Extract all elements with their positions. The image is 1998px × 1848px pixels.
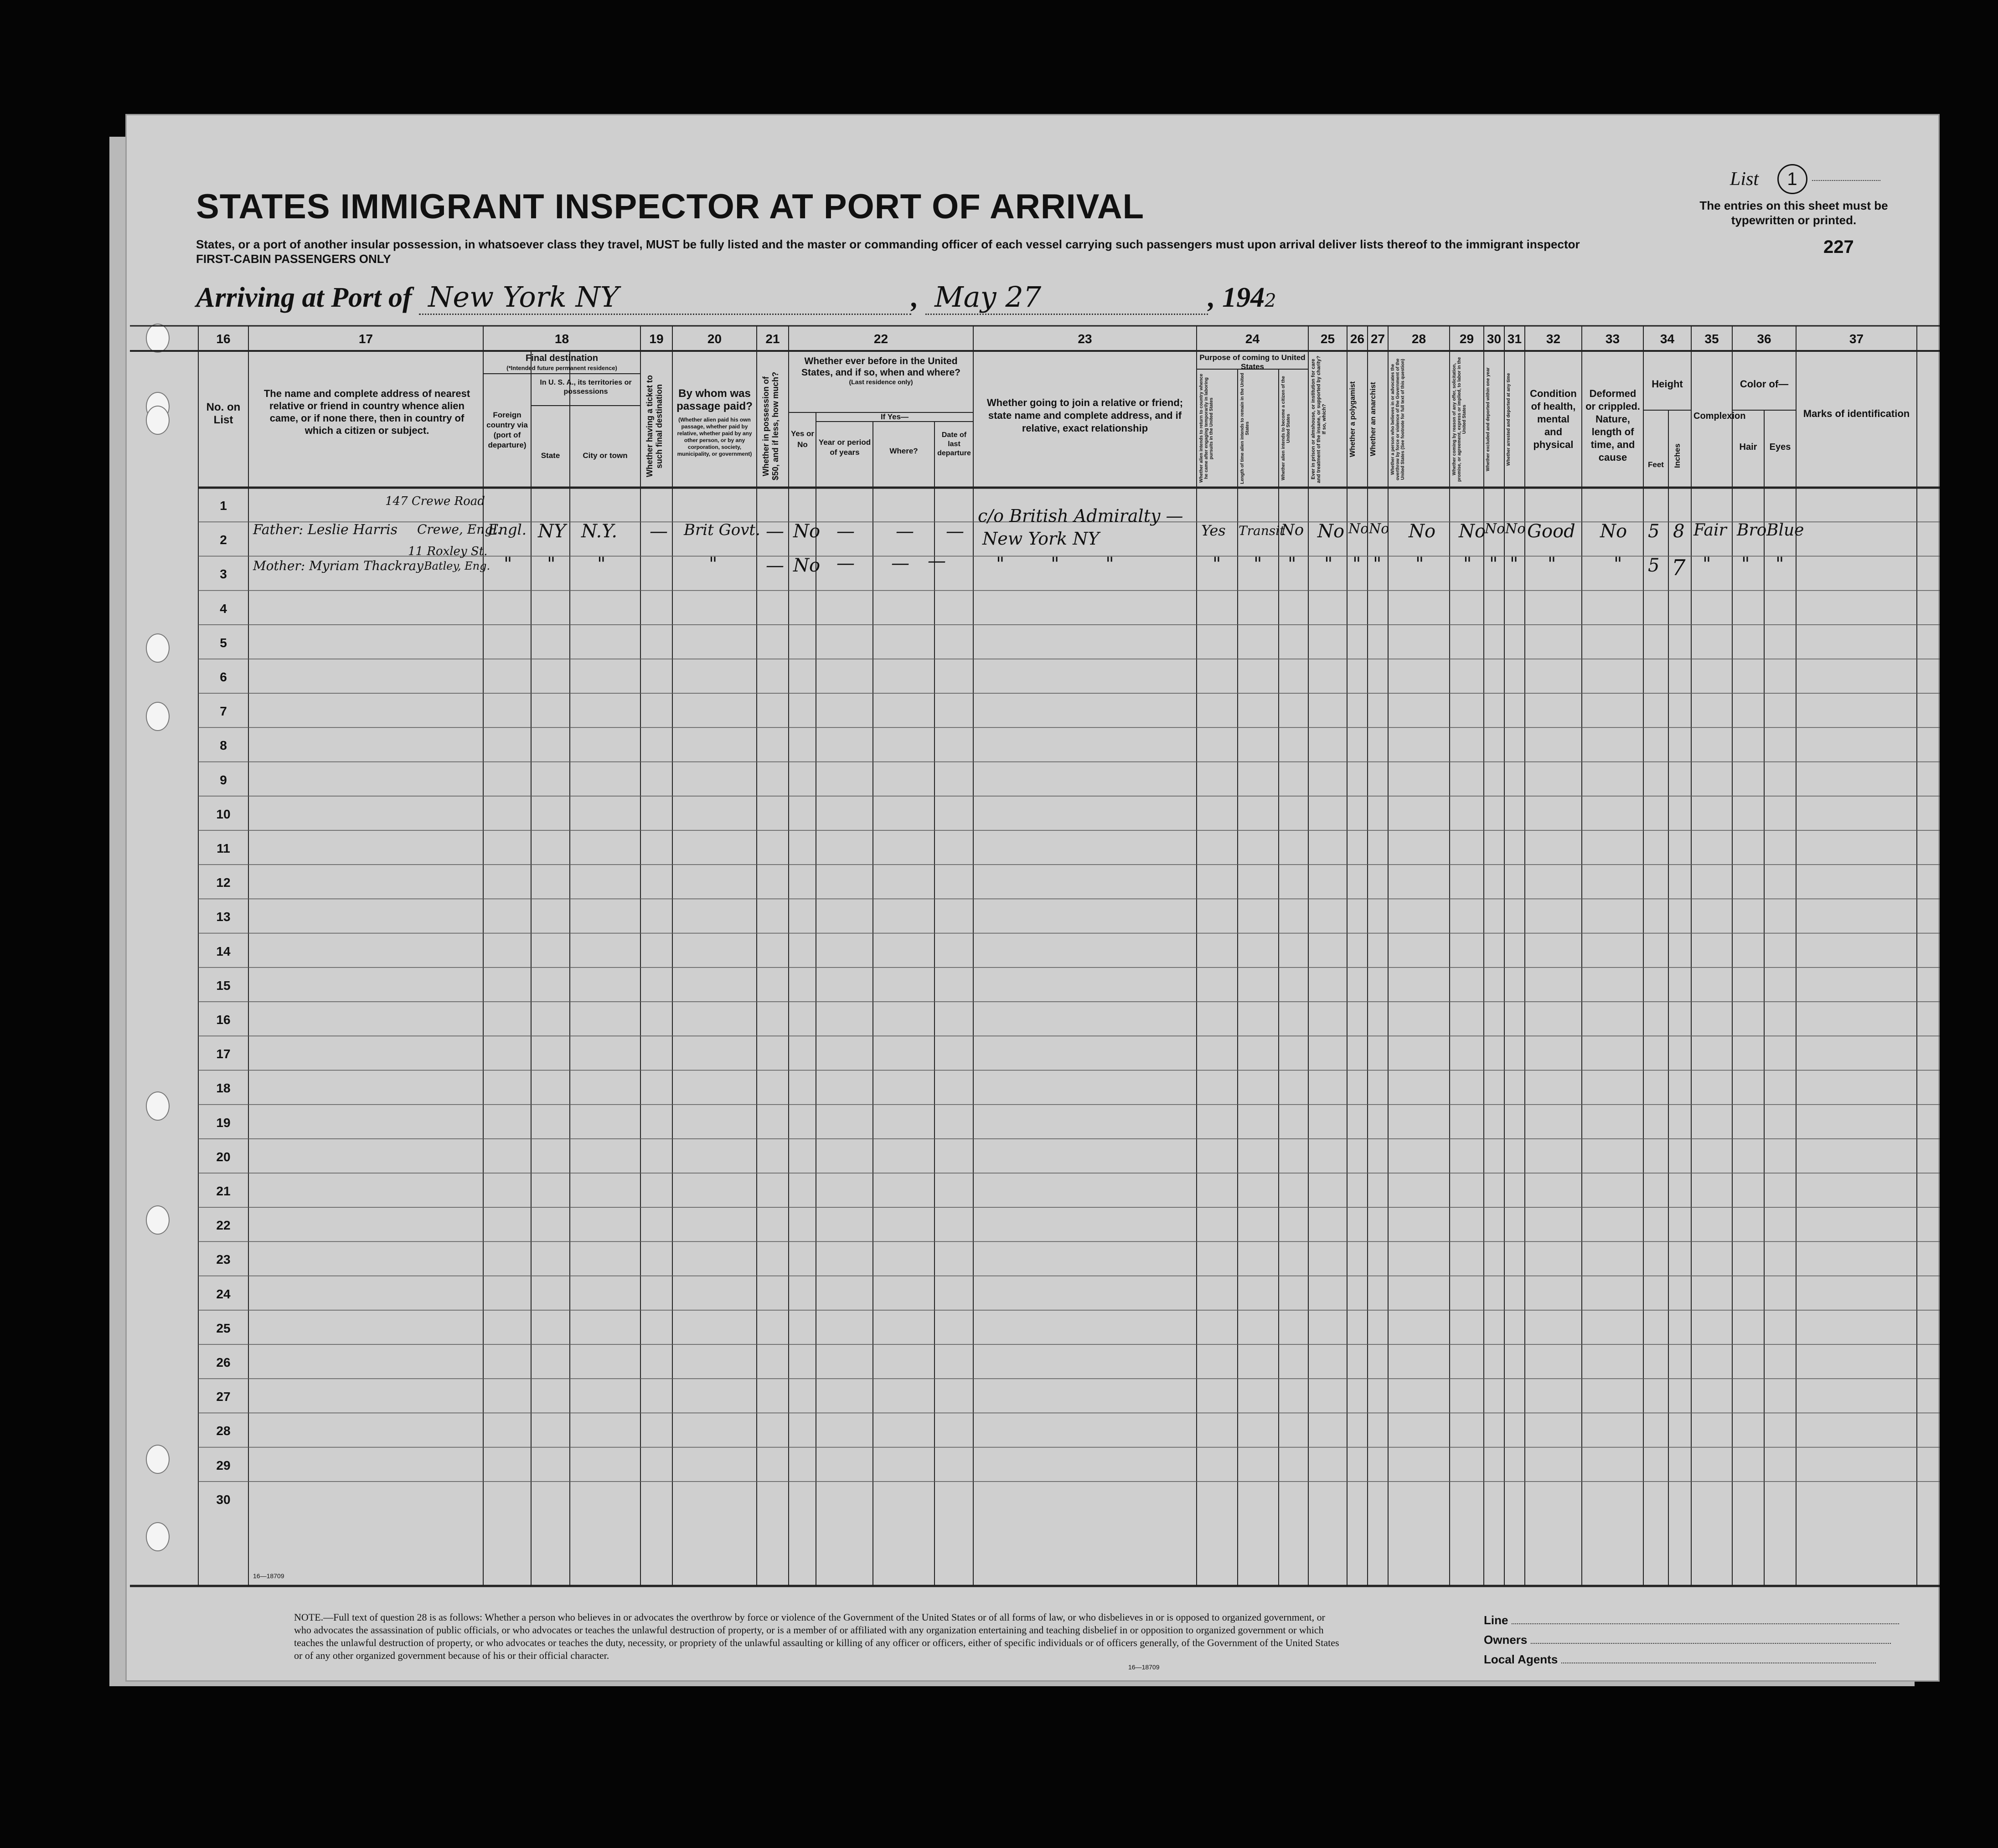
- row1-last-departure: —: [946, 521, 964, 542]
- row-number: 14: [216, 944, 231, 958]
- row1-money: —: [766, 521, 784, 542]
- header-marks: Marks of identification: [1803, 408, 1910, 419]
- punch-hole: [146, 324, 170, 353]
- row-number: 26: [216, 1355, 231, 1369]
- date-value: May 27: [934, 280, 1042, 314]
- row-number: 13: [216, 910, 231, 924]
- row1-before-in-us: No: [793, 521, 821, 542]
- row-number: 4: [220, 601, 227, 616]
- row1-years: —: [836, 521, 855, 542]
- row2-deported: ": [1510, 554, 1518, 575]
- row1-eyes: Blue: [1766, 521, 1804, 540]
- row1-passage-paid: Brit Govt.: [684, 521, 760, 539]
- row2-length-stay: ": [1254, 554, 1262, 575]
- row-number: 6: [220, 670, 227, 684]
- row2-eyes: ": [1776, 554, 1784, 575]
- owners-label: Owners: [1484, 1633, 1528, 1647]
- passage-label: By whom was passage paid?: [676, 387, 753, 412]
- col-num-30: 30: [1487, 332, 1502, 346]
- agents-field: [1484, 1652, 1899, 1667]
- header-years: Year or period of years: [818, 438, 871, 457]
- punch-hole: [146, 1091, 170, 1121]
- manifest-sheet: [125, 114, 1940, 1682]
- row1-inches: 8: [1673, 521, 1685, 542]
- passage-sub: (Whether alien paid his own passage, whether paid by relative, whether paid by any other person, or by any corporation, society, municipality, or government): [677, 417, 752, 457]
- header-city: City or town: [583, 451, 628, 460]
- row-number: 21: [216, 1184, 231, 1198]
- row-number: 17: [216, 1047, 231, 1061]
- row1-deported: No: [1505, 521, 1526, 537]
- list-number: 1: [1777, 164, 1807, 194]
- header-overthrow: Whether a person who believes in or advocates the overthrow by force or violence of the Government of the United States (See footnote for full text of this question): [1390, 358, 1405, 480]
- row1-city: N.Y.: [581, 521, 618, 542]
- row2-foreign-country: ": [504, 554, 512, 575]
- row-number: 1: [220, 499, 227, 513]
- punch-hole: [146, 406, 170, 435]
- row-number: 29: [216, 1458, 231, 1472]
- row2-relative: Mother: Myriam Thackray: [253, 558, 424, 573]
- col-num-19: 19: [649, 332, 664, 346]
- class-label: FIRST-CABIN PASSENGERS ONLY: [196, 252, 391, 266]
- header-height: Height: [1652, 378, 1683, 390]
- col-num-21: 21: [765, 332, 780, 346]
- col-num-18: 18: [554, 332, 569, 346]
- row1-overthrow: No: [1409, 521, 1436, 542]
- row2-hair: ": [1741, 554, 1750, 575]
- row1-return-country: Yes: [1201, 522, 1226, 539]
- row-number: 23: [216, 1252, 231, 1267]
- list-indicator: [1730, 164, 1880, 194]
- header-health: Condition of health, mental and physical: [1530, 388, 1577, 450]
- row1-deformed: No: [1600, 521, 1627, 542]
- row2-labor-offer: ": [1463, 554, 1472, 575]
- row2-state: ": [547, 554, 556, 575]
- header-foreign-country: Foreign country via (port of departure): [486, 411, 528, 449]
- col-num-31: 31: [1507, 332, 1522, 346]
- owners-input: [1531, 1643, 1891, 1644]
- row1-join-relative-2: New York NY: [982, 529, 1100, 549]
- col-num-34: 34: [1660, 332, 1675, 346]
- header-labor-offer: Whether coming by reason of any offer, solicitation, promise, or agreement, express or implied, to labor in the United States: [1452, 357, 1467, 482]
- list-underline: [1812, 180, 1880, 181]
- col-num-32: 32: [1546, 332, 1561, 346]
- row-number: 22: [216, 1218, 231, 1233]
- row1-join-relative-1: c/o British Admiralty —: [978, 506, 1183, 526]
- row2-years: —: [836, 553, 855, 574]
- header-polygamist: Whether a polygamist: [1349, 381, 1357, 458]
- col-num-33: 33: [1605, 332, 1620, 346]
- form-code-bottom: 16—18709: [253, 1572, 284, 1580]
- row1-labor-offer: No: [1459, 521, 1486, 542]
- row2-return-country: ": [1213, 554, 1221, 575]
- before-in-us-sub: (Last residence only): [849, 378, 913, 386]
- header-relative: The name and complete address of nearest relative or friend in country whence alien came, or if none there, then in country of which a citizen or subject.: [263, 388, 470, 436]
- header-inches: Inches: [1673, 443, 1682, 468]
- final-destination-sub: (*Intended future permanent residence): [506, 365, 617, 371]
- punch-hole: [146, 1522, 170, 1551]
- arriving-label: Arriving at Port of: [196, 282, 412, 313]
- row1-feet: 5: [1648, 521, 1660, 542]
- col-num-26: 26: [1350, 332, 1365, 346]
- col-num-35: 35: [1704, 332, 1719, 346]
- col-num-24: 24: [1245, 332, 1260, 346]
- row-number: 8: [220, 738, 227, 753]
- row2-polygamist: ": [1353, 554, 1361, 575]
- row2-inches: 7: [1672, 555, 1686, 581]
- row2-health: ": [1548, 554, 1556, 575]
- col-num-16: 16: [216, 332, 231, 346]
- row1-length-stay: Transit: [1239, 523, 1285, 538]
- col-num-17: 17: [358, 332, 373, 346]
- header-passage: [675, 387, 754, 458]
- row2-relative-place: Batley, Eng.: [424, 560, 490, 572]
- row2-city: ": [597, 554, 606, 575]
- row-number: 19: [216, 1115, 231, 1130]
- row-number: 30: [216, 1492, 231, 1507]
- year-suffix: 2: [1265, 290, 1276, 311]
- row2-anarchist: ": [1373, 554, 1382, 575]
- row2-where: —: [891, 553, 909, 574]
- header-purpose-return: Whether alien intends to return to country whence he came after engaging temporarily in laboring pursuits in the United States: [1199, 374, 1214, 483]
- row1-polygamist: No: [1348, 521, 1369, 537]
- row-number: 5: [220, 635, 227, 650]
- row1-foreign-country: Engl.: [488, 521, 527, 538]
- row2-excluded: ": [1489, 554, 1498, 575]
- row2-complexion: ": [1703, 554, 1711, 575]
- col-num-22: 22: [873, 332, 888, 346]
- col-num-25: 25: [1320, 332, 1335, 346]
- row1-relative: Father: Leslie Harris: [253, 522, 398, 538]
- header-anarchist: Whether an anarchist: [1369, 382, 1377, 457]
- form-code-footer: 16—18709: [1128, 1663, 1160, 1671]
- col-num-29: 29: [1459, 332, 1474, 346]
- punch-hole: [146, 633, 170, 663]
- arriving-line: Arriving at Port of New York NY , May 27 , 1942: [196, 280, 1276, 315]
- row-number: 15: [216, 978, 231, 993]
- header-if-yes: If Yes—: [880, 412, 909, 421]
- row2-relative-address: 11 Roxley St.: [408, 545, 488, 558]
- row1-excluded: No: [1485, 521, 1505, 537]
- header-in-usa: In U. S. A., its territories or possessions: [540, 379, 632, 396]
- punch-hole: [146, 1205, 170, 1235]
- footer-fields: [1484, 1613, 1899, 1672]
- row2-before-in-us: No: [793, 555, 821, 576]
- row2-passage-paid: ": [709, 554, 718, 575]
- header-color: Color of—: [1740, 378, 1789, 390]
- row-number: 16: [216, 1013, 231, 1027]
- line-label: Line: [1484, 1613, 1508, 1627]
- row1-ticket: —: [650, 521, 668, 542]
- col-num-28: 28: [1411, 332, 1426, 346]
- header-purpose-citizen: Whether alien intends to become a citizen of the United States: [1281, 376, 1291, 481]
- header-join-relative: Whether going to join a relative or friend; state name and complete address, and if relative, exact relationship: [986, 397, 1183, 434]
- punch-hole: [146, 702, 170, 731]
- row1-prison: No: [1317, 521, 1345, 542]
- header-before-in-us: [789, 355, 973, 386]
- line-input: [1512, 1623, 1899, 1624]
- row2-feet: 5: [1648, 555, 1660, 576]
- row-number: 20: [216, 1149, 231, 1164]
- header-feet: Feet: [1648, 460, 1664, 469]
- header-excluded: Whether excluded and deported within one year: [1486, 367, 1491, 471]
- page-number: 227: [1823, 237, 1854, 257]
- col-num-36: 36: [1757, 332, 1771, 346]
- date-field: [925, 280, 1208, 315]
- row-number: 9: [220, 772, 227, 787]
- header-deformed: Deformed or crippled. Nature, length of time, and cause: [1585, 388, 1640, 463]
- row-number: 25: [216, 1321, 231, 1335]
- header-final-destination: [483, 353, 640, 373]
- header-purpose: Purpose of coming to United States: [1199, 353, 1306, 371]
- row1-citizen-intent: No: [1281, 521, 1304, 539]
- row2-last-departure: —: [928, 551, 946, 571]
- row2-overthrow: ": [1415, 554, 1424, 575]
- row-number: 18: [216, 1081, 231, 1096]
- col-num-20: 20: [707, 332, 722, 346]
- header-money: Whether in possession of $50, and if less, how much?: [761, 371, 780, 481]
- col-num-23: 23: [1078, 332, 1092, 346]
- list-label: List: [1730, 169, 1759, 190]
- row2-deformed: ": [1614, 554, 1622, 575]
- header-state: State: [541, 451, 560, 460]
- footnote-question-28: NOTE.—Full text of question 28 is as follows: Whether a person who believes in or advocates the overthrow by force or violence of the Government of the United States or of all forms of law, or who disbelieves in or is opposed to organized government, or who advocates the assassination of public officials, or who advocates or teaches the unlawful destruction of property, or is a member of or affiliated with any organization entertaining and teaching disbelief in or opposition to organized government or which teaches the unlawful destruction of property, or who advocates or teaches the duty, necessity, or propriety of the unlawful assaulting or killing of any officer or officers, either of specific individuals or of officers generally, of the Government of the United States or of any other organized government because of his or their official character.: [294, 1611, 1339, 1661]
- final-destination-label: Final destination: [526, 353, 598, 363]
- header-complexion: Complexion: [1693, 411, 1746, 421]
- before-in-us-label: Whether ever before in the United States, and if so, when and where?: [801, 356, 960, 378]
- row-number: 28: [216, 1424, 231, 1438]
- row1-relative-address: 147 Crewe Road: [385, 494, 485, 508]
- row2-prison: ": [1324, 554, 1333, 575]
- row1-hair: Bro: [1737, 521, 1767, 540]
- row-number: 2: [220, 533, 227, 547]
- row-number: 11: [217, 841, 230, 855]
- header-no-on-list: No. on List: [206, 401, 241, 426]
- row-number: 27: [216, 1390, 231, 1404]
- year-prefix: 194: [1222, 282, 1265, 313]
- col-num-37: 37: [1849, 332, 1864, 346]
- row1-relative-place: Crewe, Engl.: [417, 522, 501, 537]
- row1-anarchist: No: [1369, 521, 1389, 537]
- table-grid: [125, 114, 1940, 1682]
- row2-citizen-intent: ": [1288, 554, 1296, 575]
- row2-join-relative: " " ": [996, 554, 1114, 575]
- header-ticket: Whether having a ticket to such final destination: [645, 375, 664, 478]
- row-number: 7: [220, 704, 227, 719]
- form-title: STATES IMMIGRANT INSPECTOR AT PORT OF ARRIVAL: [196, 187, 1145, 226]
- row-number: 10: [216, 807, 231, 821]
- agents-label: Local Agents: [1484, 1652, 1558, 1666]
- line-field: [1484, 1613, 1899, 1627]
- header-where: Where?: [889, 447, 918, 455]
- instruction-text: States, or a port of another insular possession, in whatsoever class they travel, MUST be fully listed and the master or commanding officer of each vessel carrying such passengers must upon arrival deliver lists thereof to the immigrant inspector: [196, 237, 1580, 251]
- header-deported: Whether arrested and deported at any time: [1506, 373, 1511, 466]
- row2-money: —: [766, 555, 784, 576]
- header-date-departure: Date of last departure: [937, 431, 971, 457]
- row1-state: NY: [538, 521, 566, 542]
- header-hair: Hair: [1739, 442, 1757, 452]
- row1-where: —: [896, 521, 914, 542]
- row1-complexion: Fair: [1693, 521, 1727, 540]
- row-number: 12: [216, 875, 231, 890]
- row-number: 3: [220, 567, 227, 582]
- typewritten-note: The entries on this sheet must be typewritten or printed.: [1699, 199, 1888, 227]
- port-field: [419, 280, 911, 315]
- punch-hole: [146, 1445, 170, 1474]
- header-prison: Ever in prison or almshouse, or institution for care and treatment of the insane, or supported by charity? If so, which?: [1311, 355, 1327, 483]
- header-eyes: Eyes: [1769, 442, 1791, 452]
- col-num-27: 27: [1370, 332, 1385, 346]
- row1-health: Good: [1527, 521, 1575, 542]
- port-value: New York NY: [428, 280, 619, 314]
- header-purpose-length: Length of time alien intends to remain in the United States: [1240, 373, 1250, 484]
- row-number: 24: [216, 1287, 231, 1301]
- header-yes-no: Yes or No: [790, 429, 815, 449]
- form-instruction: [196, 237, 1746, 266]
- owners-field: [1484, 1633, 1899, 1647]
